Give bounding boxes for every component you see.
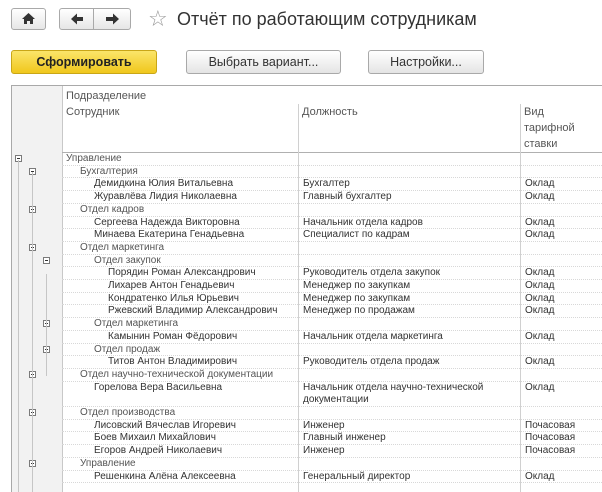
position-cell[interactable]: Менеджер по закупкам [303, 292, 411, 304]
group-name[interactable]: Отдел продаж [94, 343, 161, 355]
position-cell[interactable]: Генеральный директор [303, 470, 411, 482]
employee-name[interactable]: Минаева Екатерина Генадьевна [94, 229, 245, 241]
rate-cell[interactable]: Оклад [525, 330, 555, 342]
rate-cell[interactable]: Оклад [525, 216, 555, 228]
employee-name[interactable]: Лисовский Вячеслав Игоревич [94, 419, 236, 431]
header-rate-3: ставки [524, 138, 558, 150]
group-name[interactable]: Управление [80, 457, 136, 469]
tree-guide-line [46, 274, 47, 376]
arrow-left-icon [60, 9, 93, 29]
rate-cell[interactable]: Оклад [525, 280, 555, 291]
position-cell[interactable]: Начальник отдела научно-технической [303, 381, 484, 393]
collapse-toggle-icon[interactable] [43, 257, 50, 264]
home-icon [12, 9, 45, 29]
group-name[interactable]: Управление [66, 153, 122, 164]
tree-guide-line [32, 248, 33, 376]
header-position: Должность [302, 106, 358, 118]
position-cell[interactable]: Менеджер по закупкам [303, 280, 411, 291]
settings-button[interactable]: Настройки... [368, 50, 484, 74]
tree-guide-line [32, 172, 33, 248]
arrow-right-icon [94, 9, 130, 29]
tree-guide-line [18, 160, 19, 492]
employee-name[interactable]: Решенкина Алёна Алексеевна [94, 470, 236, 482]
position-cell[interactable]: Инженер [303, 445, 345, 457]
employee-name[interactable]: Камынин Роман Фёдорович [108, 330, 238, 342]
rate-cell[interactable]: Оклад [525, 292, 555, 304]
position-cell[interactable]: Бухгалтер [303, 178, 350, 190]
group-name[interactable]: Отдел производства [80, 407, 176, 418]
rate-cell[interactable]: Оклад [525, 381, 555, 393]
position-cell-line2[interactable]: документации [303, 394, 369, 406]
position-cell[interactable]: Менеджер по продажам [303, 305, 415, 317]
position-cell[interactable]: Руководитель отдела закупок [303, 267, 441, 279]
rate-cell[interactable]: Оклад [525, 229, 555, 241]
header-divider [62, 152, 602, 153]
position-cell[interactable]: Начальник отдела кадров [303, 216, 423, 228]
employee-name[interactable]: Боев Михаил Михайлович [94, 432, 216, 444]
tree-guide-line [32, 376, 33, 414]
report-gutter [12, 86, 63, 492]
position-cell[interactable]: Начальник отдела маркетинга [303, 330, 443, 342]
rate-cell[interactable]: Оклад [525, 267, 555, 279]
col-divider-1 [298, 104, 299, 492]
generate-button[interactable]: Сформировать [11, 50, 157, 74]
rate-cell[interactable]: Оклад [525, 356, 555, 368]
employee-name[interactable]: Ржевский Владимир Александрович [108, 305, 278, 317]
employee-name[interactable]: Лихарев Антон Генадьевич [108, 280, 235, 291]
home-button[interactable] [11, 8, 46, 30]
employee-name[interactable]: Горелова Вера Васильевна [94, 381, 223, 393]
group-name[interactable]: Отдел маркетинга [80, 241, 165, 253]
group-name[interactable]: Отдел кадров [80, 203, 145, 215]
employee-name[interactable]: Журавлёва Лидия Николаевна [94, 191, 237, 203]
select-variant-button[interactable]: Выбрать вариант... [186, 50, 341, 74]
employee-name[interactable]: Кондратенко Илья Юрьевич [108, 292, 239, 304]
employee-name[interactable]: Титов Антон Владимирович [108, 356, 238, 368]
row-separator [62, 165, 602, 166]
employee-name[interactable]: Сергеева Надежда Викторовна [94, 216, 240, 228]
position-cell[interactable]: Специалист по кадрам [303, 229, 410, 241]
page-title: Отчёт по работающим сотрудникам [177, 9, 477, 29]
employee-name[interactable]: Егоров Андрей Николаевич [94, 445, 223, 457]
position-cell[interactable]: Инженер [303, 419, 345, 431]
header-group: Подразделение [66, 90, 147, 102]
back-button[interactable] [59, 8, 94, 30]
tree-guide-line [32, 466, 33, 492]
tree-guide-line [32, 414, 33, 466]
rate-cell[interactable]: Почасовая [525, 432, 576, 444]
forward-button[interactable] [93, 8, 131, 30]
employee-name[interactable]: Демидкина Юлия Витальевна [94, 178, 234, 190]
report-area[interactable] [11, 85, 602, 492]
header-rate-2: тарифной [524, 122, 575, 134]
rate-cell[interactable]: Оклад [525, 178, 555, 190]
star-icon[interactable]: ☆ [148, 6, 168, 31]
header-rate-1: Вид [524, 106, 544, 118]
group-name[interactable]: Отдел маркетинга [94, 318, 179, 330]
rate-cell[interactable]: Оклад [525, 191, 555, 203]
position-cell[interactable]: Руководитель отдела продаж [303, 356, 440, 368]
group-name[interactable]: Отдел научно-технической документации [80, 368, 274, 380]
employee-name[interactable]: Порядин Роман Александрович [108, 267, 256, 279]
rate-cell[interactable]: Оклад [525, 470, 555, 482]
rate-cell[interactable]: Оклад [525, 305, 555, 317]
col-divider-2 [520, 104, 521, 492]
position-cell[interactable]: Главный бухгалтер [303, 191, 392, 203]
group-name[interactable]: Бухгалтерия [80, 165, 138, 177]
position-cell[interactable]: Главный инженер [303, 432, 386, 444]
group-name[interactable]: Отдел закупок [94, 254, 161, 266]
rate-cell[interactable]: Почасовая [525, 419, 576, 431]
rate-cell[interactable]: Почасовая [525, 445, 576, 457]
header-employee: Сотрудник [66, 106, 120, 118]
